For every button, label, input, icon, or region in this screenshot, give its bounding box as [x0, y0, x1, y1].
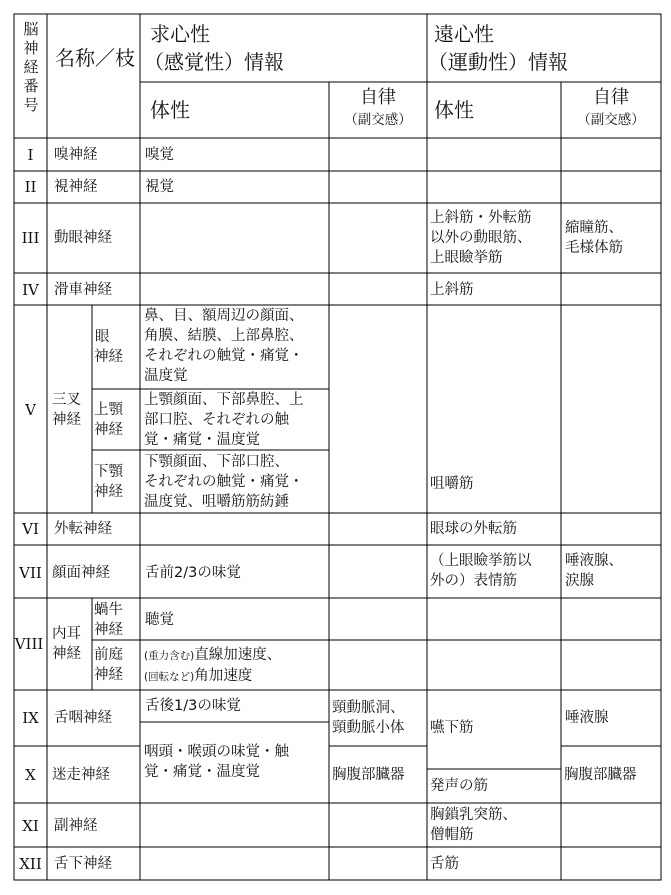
efferent-autonomic-header: 自律 （副交感） — [577, 87, 645, 128]
nerve-name: 内耳 神経 — [52, 626, 81, 662]
number-column-header — [17, 20, 45, 115]
nerve-name: 迷走神経 — [52, 767, 110, 783]
afferent-subtitle: （感覚性）情報 — [144, 50, 284, 74]
nerve-name: 舌咽神経 — [54, 710, 112, 726]
afferent-somatic-cell: 舌後1/3の味覚 — [145, 698, 241, 714]
efferent-somatic-cell: 嚥下筋 — [430, 720, 474, 736]
nerve-name: 嗅神経 — [54, 147, 98, 163]
nerve-name: 副神経 — [54, 818, 98, 834]
efferent-somatic-cell: 眼球の外転筋 — [430, 521, 517, 537]
afferent-somatic-cell: 咽頭・喉頭の味覚・触 覚・痛覚・温度覚 — [144, 744, 289, 780]
branch-name: 蝸牛 神経 — [94, 602, 123, 638]
number-column-label: 脳神経番号 — [23, 20, 39, 114]
efferent-autonomic-cell: 胸腹部臓器 — [564, 767, 637, 783]
nerve-number: VIII — [14, 635, 44, 653]
branch-name: 前庭 神経 — [94, 647, 123, 683]
nerve-number: IX — [22, 709, 39, 727]
efferent-autonomic-cell: 唾液腺 — [565, 710, 609, 726]
afferent-somatic-cell: (重力含む)直線加速度、 (回転など)角加速度 — [144, 647, 282, 684]
afferent-title: 求心性 — [150, 22, 210, 46]
efferent-somatic-cell: （上眼瞼挙筋以 外の）表情筋 — [430, 553, 532, 589]
afferent-somatic-cell: 舌前2/3の味覚 — [145, 565, 241, 581]
efferent-somatic-cell: 胸鎖乳突筋、 僧帽筋 — [430, 807, 517, 843]
nerve-number: XII — [19, 855, 42, 873]
efferent-somatic-cell: 上斜筋・外転筋 以外の動眼筋、 上眼瞼挙筋 — [430, 210, 532, 266]
nerve-number: VII — [19, 564, 42, 582]
nerve-number: VI — [22, 520, 39, 538]
efferent-subtitle: （運動性）情報 — [428, 50, 568, 74]
efferent-somatic-cell: 発声の筋 — [430, 778, 488, 794]
afferent-autonomic-header: 自律 （副交感） — [344, 87, 412, 128]
branch-name: 上顎 神経 — [94, 402, 123, 438]
efferent-autonomic-cell: 唾液腺、 涙腺 — [565, 553, 623, 589]
nerve-name: 外転神経 — [54, 521, 112, 537]
branch-name: 眼 神経 — [94, 329, 123, 365]
afferent-somatic-cell: 視覚 — [145, 179, 174, 195]
nerve-name: 視神経 — [54, 179, 98, 195]
nerve-name: 舌下神経 — [54, 856, 112, 872]
nerve-number: V — [25, 401, 36, 419]
afferent-header — [144, 20, 284, 76]
nerve-number: III — [21, 229, 40, 247]
efferent-somatic-cell: 上斜筋 — [430, 282, 474, 298]
nerve-name: 三叉 神経 — [52, 392, 81, 428]
branch-name: 下顎 神経 — [94, 464, 123, 500]
efferent-header — [428, 20, 568, 76]
efferent-title: 遠心性 — [434, 22, 494, 46]
afferent-somatic-cell: 下顎顔面、下部口腔、 それぞれの触覚・痛覚・ 温度覚、咀嚼筋筋紡錘 — [144, 454, 304, 510]
afferent-autonomic-cell: 頸動脈洞、 頸動脈小体 — [332, 700, 405, 736]
nerve-number: IV — [22, 281, 39, 299]
name-column-label: 名称／枝 — [55, 46, 135, 70]
nerve-name: 滑車神経 — [54, 282, 112, 298]
afferent-somatic-header: 体性 — [150, 98, 190, 122]
afferent-somatic-cell: 鼻、目、額周辺の顔面、 角膜、結膜、上部鼻腔、 それぞれの触覚・痛覚・ 温度覚 — [144, 308, 304, 384]
name-column-header — [55, 44, 135, 72]
afferent-somatic-cell: 聴覚 — [145, 612, 174, 628]
nerve-name: 顔面神経 — [52, 565, 110, 581]
efferent-somatic-cell: 舌筋 — [430, 856, 459, 872]
nerve-number: XI — [22, 817, 39, 835]
nerve-number: X — [25, 766, 36, 784]
efferent-somatic-header: 体性 — [434, 98, 474, 122]
afferent-somatic-cell: 嗅覚 — [145, 147, 174, 163]
afferent-autonomic-cell: 胸腹部臓器 — [332, 767, 405, 783]
nerve-number: II — [24, 178, 37, 196]
nerve-name: 動眼神経 — [54, 230, 112, 246]
afferent-somatic-cell: 上顎顔面、下部鼻腔、上 部口腔、それぞれの触 覚・痛覚・温度覚 — [144, 392, 304, 448]
efferent-somatic-cell: 咀嚼筋 — [430, 476, 474, 492]
efferent-autonomic-cell: 縮瞳筋、 毛様体筋 — [565, 220, 623, 256]
nerve-number: I — [27, 146, 34, 164]
